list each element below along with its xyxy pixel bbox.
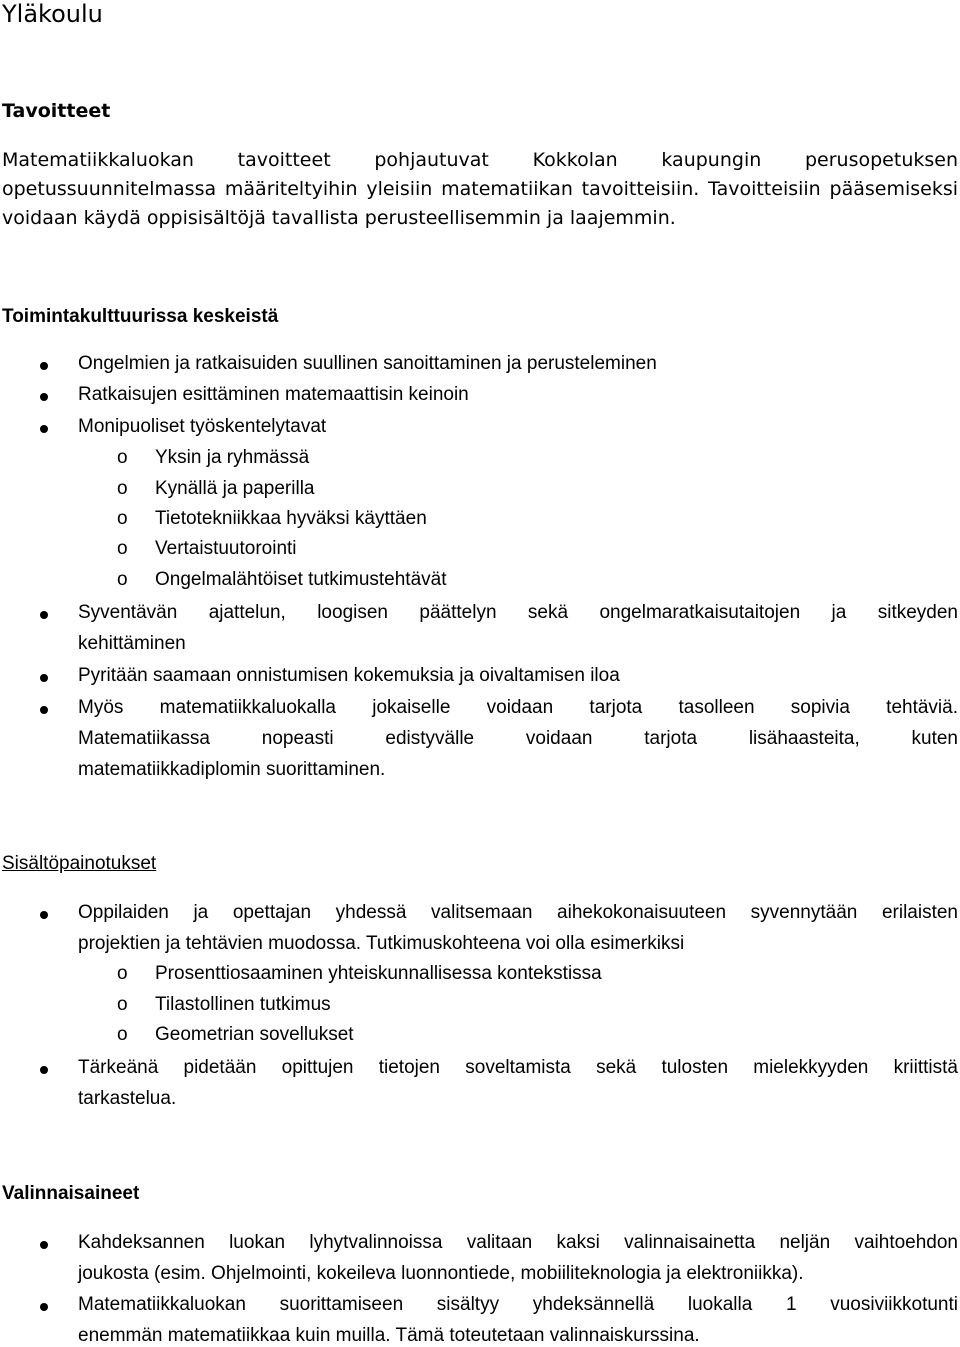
sub-bullet-icon: o — [117, 994, 128, 1015]
tavoitteet-line-3: voidaan käydä oppisisältöjä tavallista perusteellisemmin ja laajemmin. — [2, 207, 676, 229]
list-item-continuation: Matematiikassa nopeasti edistyvälle voidaan tarjota lisähaasteita, kuten — [78, 728, 958, 749]
bullet-icon — [40, 674, 48, 682]
list-item: Ratkaisujen esittäminen matemaattisin keinoin — [78, 384, 469, 405]
list-item: Matematiikkaluokan suorittamiseen sisältyy yhdeksännellä luokalla 1 vuosiviikkotunti — [78, 1294, 958, 1315]
sub-list-item: Prosenttiosaaminen yhteiskunnallisessa kontekstissa — [155, 963, 602, 984]
sub-list-item: Ongelmalähtöiset tutkimustehtävät — [155, 569, 447, 590]
bullet-icon — [40, 425, 48, 433]
sub-bullet-icon: o — [117, 569, 128, 590]
list-item-continuation: kehittäminen — [78, 633, 186, 654]
sub-bullet-icon: o — [117, 1024, 128, 1045]
page-title: Yläkoulu — [2, 0, 103, 28]
list-item: Oppilaiden ja opettajan yhdessä valitsemaan aihekokonaisuuteen syvennytään erilaisten — [78, 902, 958, 923]
tavoitteet-line-1: Matematiikkaluokan tavoitteet pohjautuvat Kokkolan kaupungin perusopetuksen — [2, 149, 958, 171]
list-item-continuation: matematiikkadiplomin suorittaminen. — [78, 759, 386, 780]
list-item: Pyritään saamaan onnistumisen kokemuksia ja oivaltamisen iloa — [78, 665, 620, 686]
list-item: Ongelmien ja ratkaisuiden suullinen sanoittaminen ja perusteleminen — [78, 353, 657, 374]
sub-bullet-icon: o — [117, 447, 128, 468]
bullet-icon — [40, 1303, 48, 1311]
sub-bullet-icon: o — [117, 508, 128, 529]
sub-list-item: Geometrian sovellukset — [155, 1024, 354, 1045]
list-item-continuation: enemmän matematiikkaa kuin muilla. Tämä toteutetaan valinnaiskurssina. — [78, 1325, 700, 1346]
sub-list-item: Tilastollinen tutkimus — [155, 994, 331, 1015]
sub-list-item: Yksin ja ryhmässä — [155, 447, 310, 468]
sub-bullet-icon: o — [117, 538, 128, 559]
sub-bullet-icon: o — [117, 478, 128, 499]
list-item: Syventävän ajattelun, loogisen päättelyn sekä ongelmaratkaisutaitojen ja sitkeyden — [78, 602, 958, 623]
bullet-icon — [40, 911, 48, 919]
list-item-continuation: projektien ja tehtävien muodossa. Tutkimuskohteena voi olla esimerkiksi — [78, 933, 685, 954]
bullet-icon — [40, 1066, 48, 1074]
list-item: Tärkeänä pidetään opittujen tietojen soveltamista sekä tulosten mielekkyyden kriittistä — [78, 1057, 958, 1078]
list-item-continuation: tarkastelua. — [78, 1088, 177, 1109]
bullet-icon — [40, 393, 48, 401]
sub-list-item: Kynällä ja paperilla — [155, 478, 315, 499]
list-item: Myös matematiikkaluokalla jokaiselle voidaan tarjota tasolleen sopivia tehtäviä. — [78, 697, 958, 718]
sub-list-item: Tietotekniikkaa hyväksi käyttäen — [155, 508, 427, 529]
bullet-icon — [40, 706, 48, 714]
section-heading-valinnaisaineet: Valinnaisaineet — [2, 1183, 140, 1204]
list-item: Monipuoliset työskentelytavat — [78, 416, 327, 437]
bullet-icon — [40, 1241, 48, 1249]
sub-bullet-icon: o — [117, 963, 128, 984]
section-heading-sisaltopainotukset: Sisältöpainotukset — [2, 853, 157, 874]
list-item: Kahdeksannen luokan lyhytvalinnoissa valitaan kaksi valinnaisainetta neljän vaihtoehdon — [78, 1232, 958, 1253]
bullet-icon — [40, 362, 48, 370]
tavoitteet-line-2: opetussuunnitelmassa määriteltyihin yleisiin matematiikan tavoitteisiin. Tavoitteisiin pääsemiseksi — [2, 178, 958, 200]
bullet-icon — [40, 611, 48, 619]
section-heading-tavoitteet: Tavoitteet — [2, 100, 111, 122]
section-heading-toimintakulttuuri: Toimintakulttuurissa keskeistä — [2, 306, 279, 327]
list-item-continuation: joukosta (esim. Ohjelmointi, kokeileva luonnontiede, mobiiliteknologia ja elektroniikka). — [78, 1263, 804, 1284]
sub-list-item: Vertaistuutorointi — [155, 538, 297, 559]
